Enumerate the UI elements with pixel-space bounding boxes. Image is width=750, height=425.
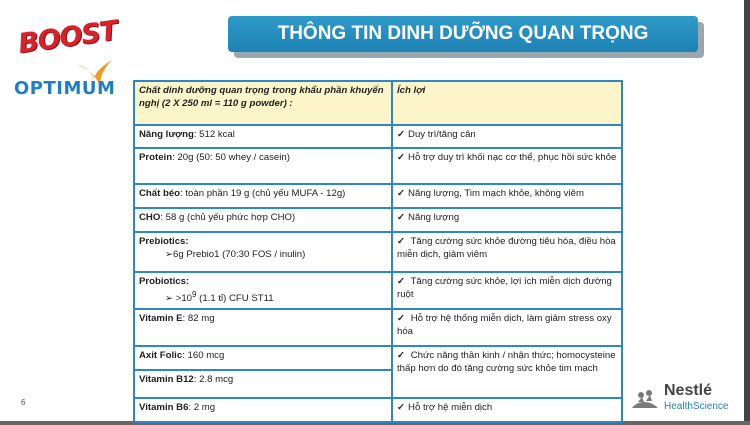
nutrient-value: : 2.8 mcg bbox=[193, 374, 234, 385]
bullet-icon: ➢ bbox=[165, 249, 174, 260]
nutrient-value: 6g Prebio1 (70:30 FOS / inulin) bbox=[173, 249, 306, 260]
nutrient-label: Probiotics: bbox=[139, 276, 190, 287]
table-row bbox=[134, 208, 622, 232]
nestle-wordmark: Nestlé bbox=[664, 382, 713, 399]
table-row bbox=[134, 309, 622, 346]
check-icon: ✓ bbox=[397, 313, 406, 324]
nutrient-label: Vitamin B12 bbox=[139, 374, 194, 385]
nutrient-value: : 160 mcg bbox=[182, 350, 225, 361]
nutrient-label: Axit Folic bbox=[139, 350, 183, 361]
nutrient-value: >10 bbox=[175, 293, 192, 305]
table-row bbox=[134, 346, 622, 370]
table-row bbox=[134, 125, 622, 148]
benefit-text: Năng lượng, Tim mạch khỏe, không viêm bbox=[408, 188, 584, 199]
table-header-row bbox=[134, 81, 622, 125]
nutrition-table bbox=[133, 80, 623, 423]
window-edge-right bbox=[744, 0, 750, 425]
nestle-logo bbox=[630, 382, 740, 416]
boost-logo-text: BOOST bbox=[16, 15, 120, 60]
check-icon: ✓ bbox=[397, 188, 406, 199]
nutrient-value: : toàn phần 19 g (chủ yếu MUFA - 12g) bbox=[180, 188, 346, 199]
nest-birds-icon bbox=[630, 386, 660, 412]
bullet-icon: ➢ bbox=[165, 293, 174, 305]
nutrient-label: Năng lượng bbox=[139, 129, 194, 140]
nutrient-value: (1.1 tỉ) CFU ST11 bbox=[196, 293, 274, 305]
table-row bbox=[134, 232, 622, 272]
healthscience-wordmark: HealthScience bbox=[664, 401, 729, 412]
check-icon: ✓ bbox=[397, 236, 406, 247]
exponent: 9 bbox=[192, 290, 197, 299]
check-icon: ✓ bbox=[397, 402, 406, 413]
optimum-logo-text: OPTIMUM bbox=[14, 78, 116, 99]
check-icon: ✓ bbox=[397, 212, 406, 223]
table-row bbox=[134, 148, 622, 184]
benefit-text: Duy trì/tăng cân bbox=[408, 129, 476, 140]
check-icon: ✓ bbox=[397, 129, 406, 140]
table-row bbox=[134, 398, 622, 422]
header-nutrient: Chất dinh dưỡng quan trọng trong khẩu phần khuyến nghị (2 X 250 ml = 110 g powder) : bbox=[134, 81, 392, 125]
benefit-text: Năng lượng bbox=[408, 212, 460, 223]
benefit-text: Hỗ trợ duy trì khối nạc cơ thể, phục hồi sức khỏe bbox=[408, 152, 617, 163]
nutrient-label: CHO bbox=[139, 212, 161, 223]
nutrient-value: : 58 g (chủ yếu phức hợp CHO) bbox=[160, 212, 296, 223]
benefit-text: Hỗ trợ hệ miễn dịch bbox=[408, 402, 493, 413]
nutrient-label: Vitamin B6 bbox=[139, 402, 189, 413]
benefit-text: Hỗ trợ hệ thống miễn dịch, làm giảm stress oxy hóa bbox=[397, 313, 612, 337]
check-icon: ✓ bbox=[397, 276, 406, 287]
page-number: 6 bbox=[21, 398, 26, 407]
check-icon: ✓ bbox=[397, 350, 406, 361]
nutrient-label: Protein bbox=[139, 152, 173, 163]
nutrient-value: : 512 kcal bbox=[193, 129, 235, 140]
nutrient-label: Chất béo bbox=[139, 188, 181, 199]
nutrient-value: : 2 mg bbox=[188, 402, 216, 413]
nutrient-label: Vitamin E bbox=[139, 313, 183, 324]
check-icon: ✓ bbox=[397, 152, 406, 163]
benefit-text: Tăng cường sức khỏe đường tiêu hóa, điều hòa miễn dịch, giảm viêm bbox=[397, 236, 616, 260]
nutrient-label: Prebiotics: bbox=[139, 236, 189, 247]
table-row bbox=[134, 184, 622, 208]
page-title: THÔNG TIN DINH DƯỠNG QUAN TRỌNG bbox=[228, 16, 698, 52]
nutrient-value: : 82 mg bbox=[182, 313, 215, 324]
table-row bbox=[134, 272, 622, 309]
nutrient-value: : 20g (50: 50 whey / casein) bbox=[172, 152, 290, 163]
benefit-text: Tăng cường sức khỏe, lợi ích miễn dịch đường ruột bbox=[397, 276, 612, 300]
boost-optimum-logo bbox=[14, 16, 124, 106]
header-benefit: Ích lợi bbox=[392, 81, 622, 125]
benefit-text: Chức năng thần kinh / nhận thức; homocysteine thấp hơn do đó tăng cường sức khỏe tim mạch bbox=[397, 350, 616, 374]
